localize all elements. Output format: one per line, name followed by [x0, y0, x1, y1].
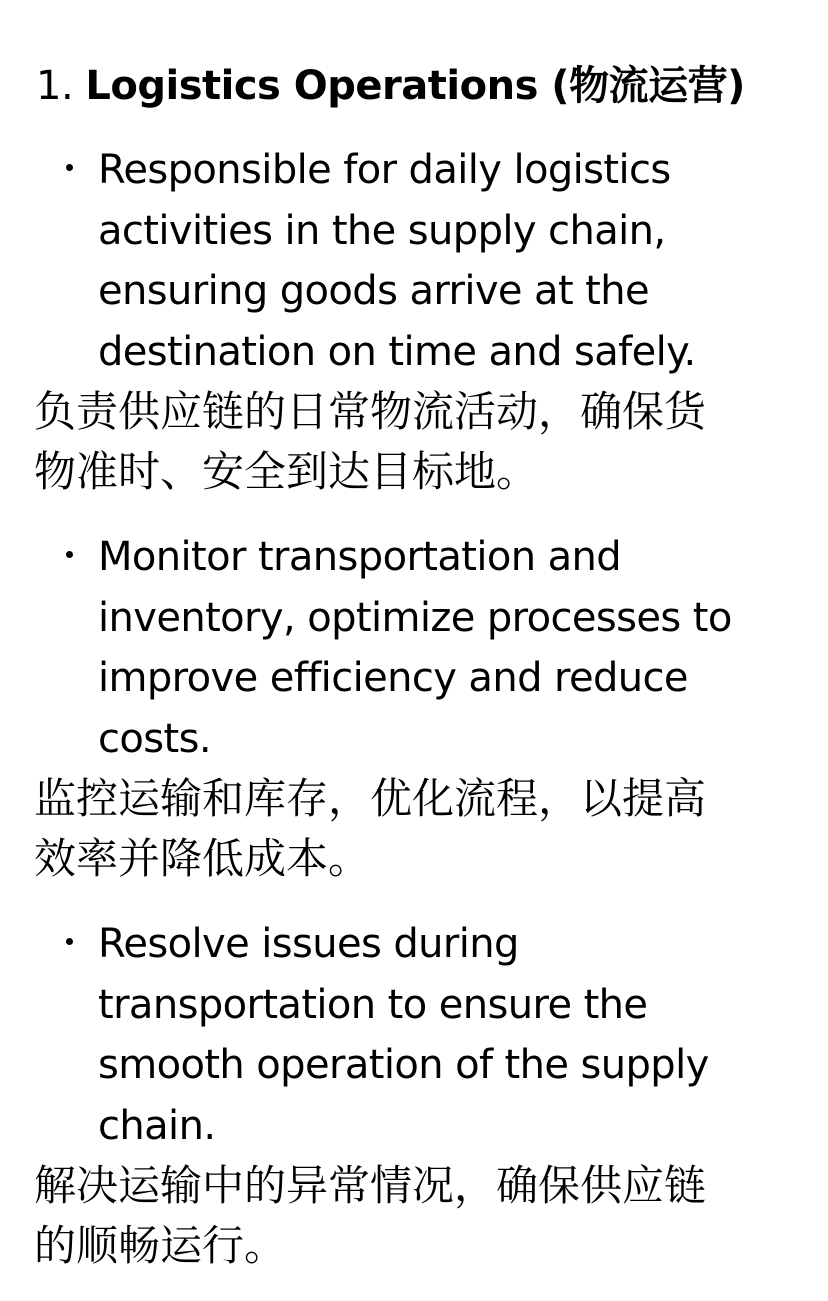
bullet-item-english: Responsible for daily logistics activities in the supply chain, ensuring goods arrive at the destination on time and safely. — [98, 147, 696, 375]
bullet-dot-icon — [64, 140, 76, 152]
bullet-item-english: Monitor transportation and inventory, optimize processes to improve efficiency and reduce costs. — [98, 534, 732, 762]
bullet-dot-icon — [64, 914, 76, 926]
bullet-item-english: Resolve issues during transportation to ensure the smooth operation of the supply chain. — [98, 921, 709, 1149]
bullet-dot-icon — [64, 527, 76, 539]
section-number: 1. — [36, 63, 74, 109]
bullet-item-chinese: 负责供应链的日常物流活动，确保货 物准时、安全到达目标地。 — [34, 387, 707, 496]
bullet-item-chinese: 监控运输和库存，优化流程，以提高 效率并降低成本。 — [34, 774, 707, 883]
section-heading — [36, 58, 796, 114]
bullet-item-chinese: 解决运输中的异常情况，确保供应链 的顺畅运行。 — [34, 1161, 707, 1270]
section-title: Logistics Operations (物流运营) — [85, 63, 745, 109]
